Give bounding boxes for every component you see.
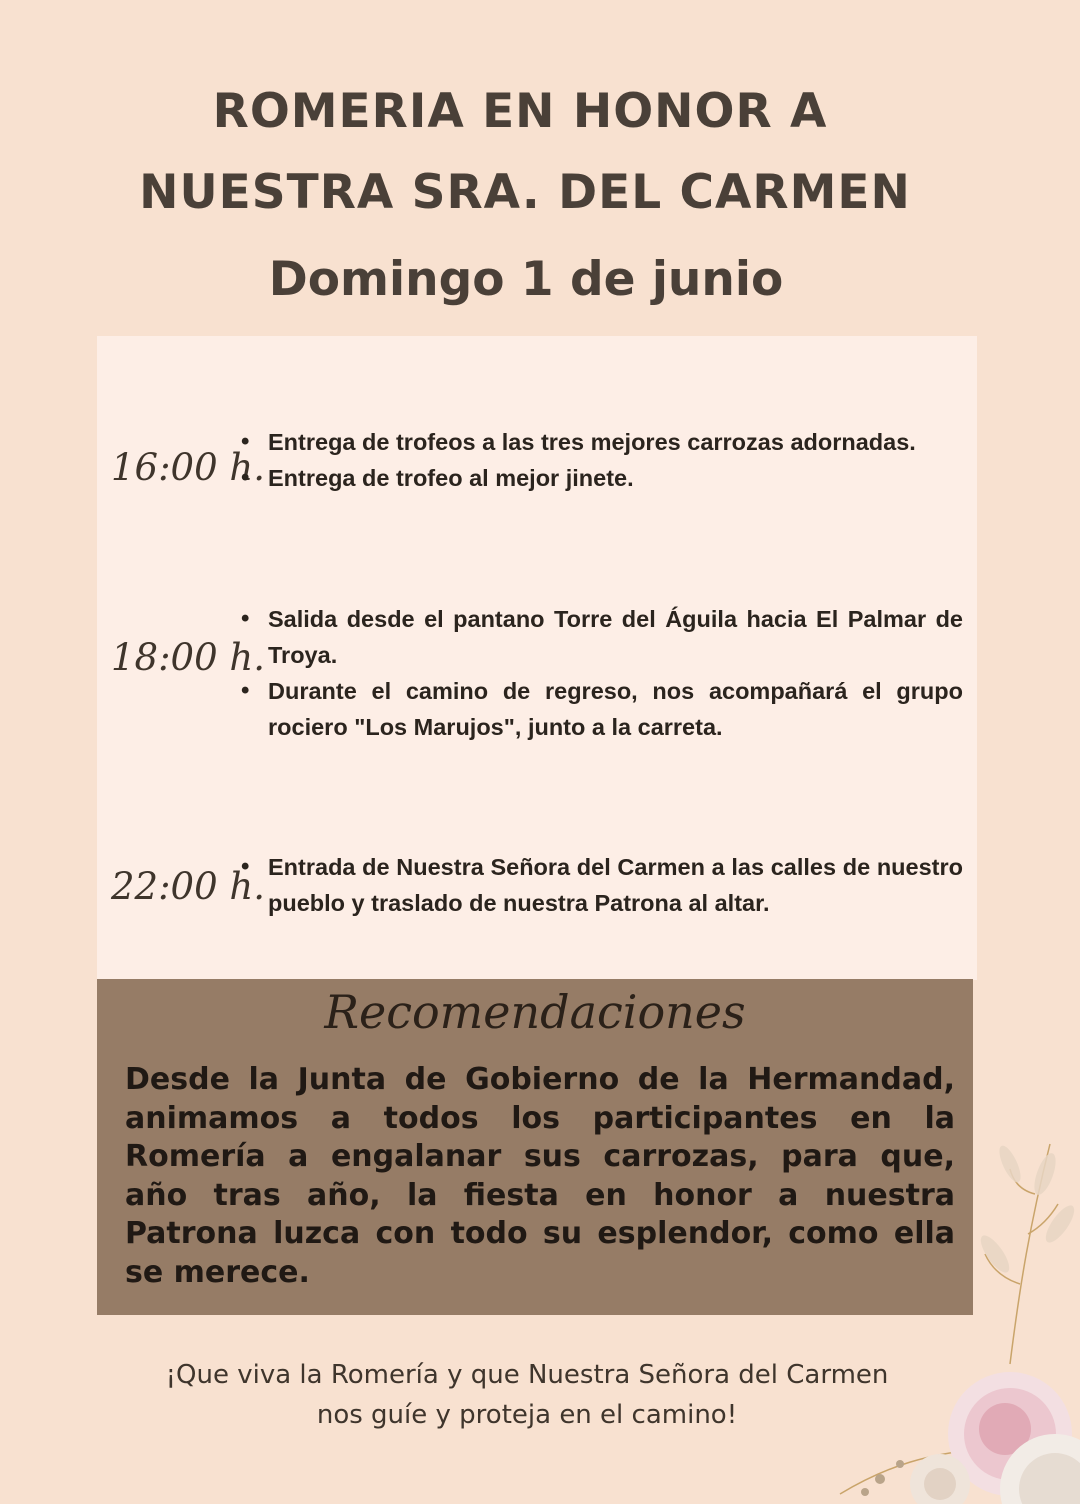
schedule-item: • Salida desde el pantano Torre del Águila hacia El Palmar de Troya.	[241, 601, 963, 673]
schedule-item-list	[241, 424, 963, 496]
floral-decoration-icon	[780, 1104, 1080, 1504]
schedule-time: 16:00 h.	[111, 446, 265, 489]
schedule-item: • Durante el camino de regreso, nos acompañará el grupo rociero "Los Marujos", junto a la carreta.	[241, 673, 963, 745]
recommendations-text: Desde la Junta de Gobierno de la Hermandad, animamos a todos los participantes en la Romería a engalanar sus carrozas, para que, año tras año, la fiesta en honor a nuestra Patrona luzca con todo su esplendor, como ella se merece.	[125, 1062, 955, 1290]
schedule-item: • Entrega de trofeo al mejor jinete.	[241, 460, 963, 496]
closing-line-1: ¡Que viva la Romería y que Nuestra Señora del Carmen	[165, 1360, 889, 1390]
recommendations-title: Recomendaciones	[324, 985, 746, 1039]
schedule-time: 18:00 h.	[111, 636, 265, 679]
schedule-item: • Entrada de Nuestra Señora del Carmen a las calles de nuestro pueblo y traslado de nuestra Patrona al altar.	[241, 849, 963, 921]
title-line-2: NUESTRA SRA. DEL CARMEN	[139, 165, 911, 220]
closing-line-2: nos guíe y proteja en el camino!	[316, 1400, 738, 1430]
schedule-item: • Entrega de trofeos a las tres mejores carrozas adornadas.	[241, 424, 963, 460]
schedule-item-list	[241, 849, 963, 921]
event-date: Domingo 1 de junio	[268, 252, 784, 307]
schedule-time: 22:00 h.	[111, 865, 265, 908]
schedule-item-list	[241, 601, 963, 745]
schedule-panel	[97, 336, 977, 980]
title-line-1: ROMERIA EN HONOR A	[212, 84, 828, 139]
